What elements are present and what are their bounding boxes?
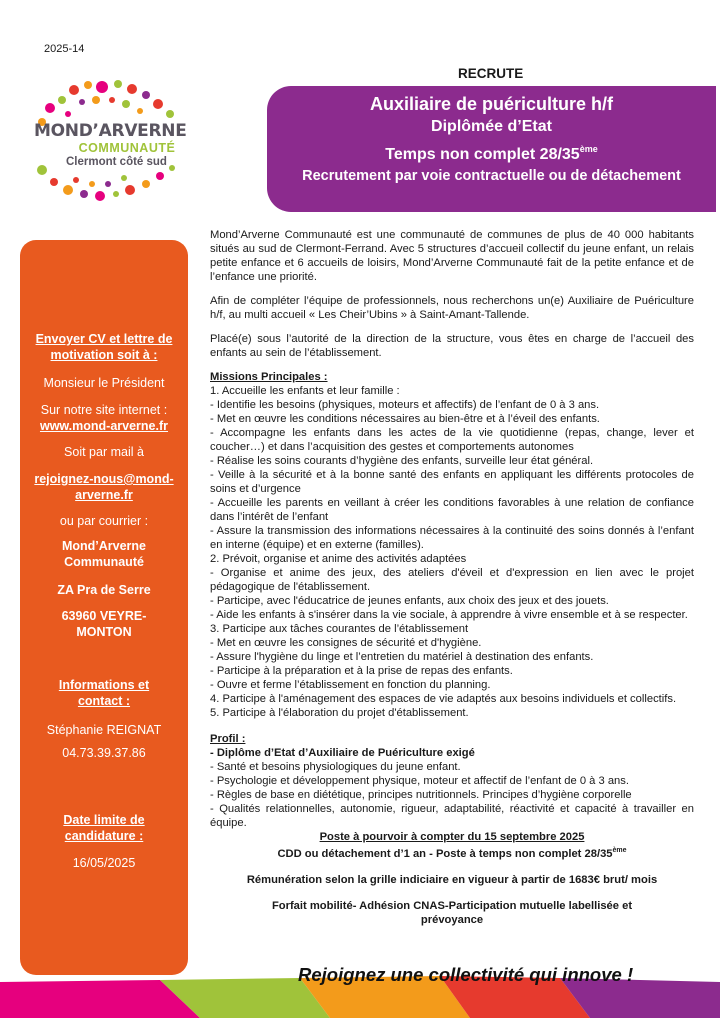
contact-phone: 04.73.39.37.86 <box>62 746 146 760</box>
main-content <box>210 228 694 927</box>
slogan: Rejoignez une collectivité qui innove ! <box>298 964 634 985</box>
missions-section <box>210 370 694 720</box>
benefits: Forfait mobilité- Adhésion CNAS-Participation mutuelle labellisée et prévoyance <box>271 900 633 926</box>
intro-paragraph: Mond’Arverne Communauté est une communauté de communes de plus de 40 000 habitants situés au sud de Clermont-Ferrand. Avec 5 structures d’accueil collectif du jeune enfant, un relais petite enfance et 6 accueils de loisirs, Mond’Arverne Communauté fait de la petite enfance et de l’enfance une priorité. <box>210 229 694 283</box>
mission-line: 3. Participe aux tâches courantes de l’établissement <box>210 623 469 635</box>
salary: Rémunération selon la grille indiciaire en vigueur à partir de 1683€ brut/ mois <box>246 874 658 886</box>
start-date: Poste à pourvoir à compter du 15 septembre 2025 <box>319 831 585 843</box>
deadline-title: Date limite de candidature : <box>63 813 145 843</box>
profil-line: - Règles de base en diététique, principes nutritionnels. Principes d’hygiène corporelle <box>210 789 632 801</box>
contract-type: CDD ou détachement d’1 an - Poste à temps non complet 28/35ème <box>277 847 627 860</box>
job-title: Auxiliaire de puériculture h/f <box>369 94 614 114</box>
logo-main-text: MOND’ARVERNE <box>34 121 187 141</box>
job-diploma: Diplômée d’Etat <box>431 118 552 135</box>
intro-paragraph: Placé(e) sous l’autorité de la direction de la structure, vous êtes en charge de l’accueil des enfants au sein de l’établissement. <box>210 333 694 359</box>
city: 63960 VEYRE-MONTON <box>61 609 147 639</box>
mission-line: - Accompagne les enfants dans les actes de la vie quotidienne (repas, change, lever et coucher…) et dans l’acquisition des gestes et comportements autonomes <box>210 427 694 453</box>
street: ZA Pra de Serre <box>57 583 151 597</box>
site-link[interactable]: www.mond-arverne.fr <box>39 419 169 433</box>
mond-arverne-logo <box>22 78 202 203</box>
mission-line: - Ouvre et ferme l’établissement en fonction du planning. <box>210 679 491 691</box>
profil-line: - Santé et besoins physiologiques du jeune enfant. <box>210 761 461 773</box>
intro-paragraph: Afin de compléter l’équipe de professionnels, nous recherchons un(e) Auxiliaire de Puériculture h/f, au multi accueil « Les Cheir’Ubins » à Saint-Amant-Tallende. <box>210 295 694 321</box>
mission-line: - Identifie les besoins (physiques, moteurs et affectifs) de l’enfant de 0 à 3 ans. <box>210 399 600 411</box>
mission-line: 5. Participe à l'élaboration du projet d'établissement. <box>210 707 469 719</box>
mission-line: - Participe à la préparation et à la prise de repas des enfants. <box>210 665 513 677</box>
job-time: Temps non complet 28/35ème <box>385 144 598 163</box>
profil-line: - Qualités relationnelles, autonomie, rigueur, adaptabilité, réactivité et capacité à travailler en équipe. <box>210 803 694 829</box>
recipient: Monsieur le Président <box>43 376 165 390</box>
profil-section <box>210 732 694 830</box>
logo-text <box>34 122 219 169</box>
profil-line: - Psychologie et développement physique, moteur et affectif de l’enfant de 0 à 3 ans. <box>210 775 629 787</box>
mission-line: - Participe, avec l'éducatrice de jeunes enfants, aux choix des jeux et des jouets. <box>210 595 609 607</box>
mission-line: - Aide les enfants à s'insérer dans la vie sociale, à apprendre à vivre ensemble et à se respecter. <box>210 609 688 621</box>
mission-line: - Réalise les soins courants d’hygiène des enfants, surveille leur état général. <box>210 455 594 467</box>
post-label: ou par courrier : <box>59 514 149 528</box>
info-title: Informations et contact : <box>58 678 150 708</box>
contact-sidebar <box>20 240 188 975</box>
job-title-banner <box>267 86 716 212</box>
reference-number: 2025-14 <box>44 43 85 55</box>
mission-line: - Veille à la sécurité et à la bonne santé des enfants en appliquant les différents protocoles de soins et d’urgence <box>210 469 694 495</box>
mission-line: 4. Participe à l'aménagement des espaces de vie adaptés aux besoins individuels et collectifs. <box>210 693 677 705</box>
site-label: Sur notre site internet : <box>40 403 168 417</box>
contact-name: Stéphanie REIGNAT <box>46 723 162 737</box>
profil-line: - Diplôme d’Etat d’Auxiliaire de Puériculture exigé <box>210 747 475 759</box>
recrute-heading: RECRUTE <box>458 66 524 81</box>
mission-line: - Assure la transmission des informations nécessaires à la continuité des soins donnés à l’enfant en interne (équipe) et en externe (familles). <box>210 525 694 551</box>
mission-line: 1. Accueille les enfants et leur famille : <box>210 385 400 397</box>
mission-line: - Met en œuvre les conditions nécessaires au bien-être et à l’éveil des enfants. <box>210 413 600 425</box>
logo-sub-text: COMMUNAUTÉ <box>78 141 176 155</box>
job-recruitment-mode: Recrutement par voie contractuelle ou de détachement <box>302 168 681 184</box>
mission-line: - Organise et anime des jeux, des ateliers d'éveil et d'expression en lien avec le projet pédagogique de l'établissement. <box>210 567 694 593</box>
logo-tagline: Clermont côté sud <box>66 156 167 168</box>
mission-line: - Accueille les parents en veillant à créer les conditions favorables à une relation de confiance dans l’intérêt de l’enfant <box>210 497 694 523</box>
email-link[interactable]: rejoignez-nous@mond-arverne.fr <box>34 472 174 502</box>
mail-label: Soit par mail à <box>64 445 144 459</box>
mission-line: - Met en œuvre les consignes de sécurité et d'hygiène. <box>210 637 482 649</box>
mission-line: 2. Prévoit, organise et anime des activités adaptées <box>210 553 467 565</box>
mission-line: - Assure l'hygiène du linge et l’entretien du matériel à destination des enfants. <box>210 651 594 663</box>
send-cv-title: Envoyer CV et lettre de motivation soit à : <box>35 332 173 362</box>
missions-title: Missions Principales : <box>210 371 328 383</box>
deadline-date: 16/05/2025 <box>72 856 136 870</box>
org-name: Mond’Arverne Communauté <box>61 539 147 569</box>
profil-title: Profil : <box>210 733 246 745</box>
